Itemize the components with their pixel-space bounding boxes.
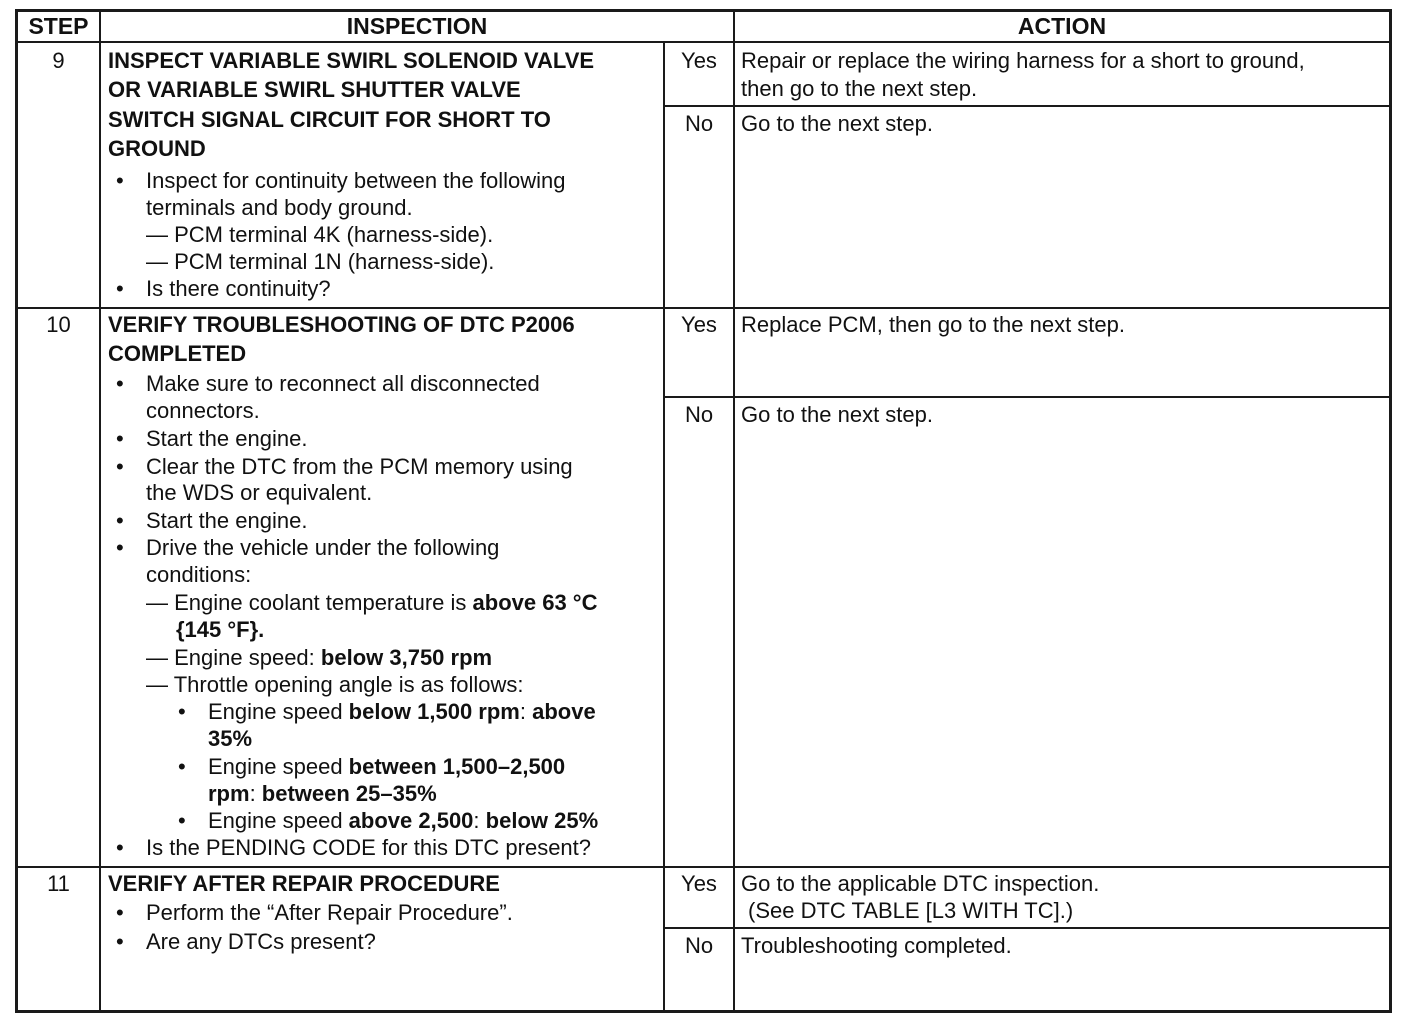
sub-condition-value: above 2,500 xyxy=(348,808,474,833)
bullet-icon: • xyxy=(116,900,124,925)
sub-condition-value: below 1,500 rpm xyxy=(348,699,520,724)
col-divider-action xyxy=(733,9,735,1013)
sub-condition xyxy=(208,807,598,834)
bullet-text: Start the engine. xyxy=(146,426,308,451)
sub-condition-text: : xyxy=(519,699,533,724)
condition-text: — Engine speed: xyxy=(146,645,321,670)
condition-throttle: — Throttle opening angle is as follows: xyxy=(146,672,524,697)
action-text: Go to the next step. xyxy=(741,402,934,427)
sub-condition-value: 35% xyxy=(208,726,253,751)
step-number: 11 xyxy=(47,871,70,896)
action-text: Replace PCM, then go to the next step. xyxy=(741,312,1126,337)
sub-condition-text: Engine speed xyxy=(208,808,349,833)
sub-condition-text: Engine speed xyxy=(208,699,349,724)
action-text: (See DTC TABLE [L3 WITH TC].) xyxy=(748,898,1074,923)
bullet-text: Perform the “After Repair Procedure”. xyxy=(146,900,513,925)
sub-condition-value: above xyxy=(532,699,596,724)
step-title-line: GROUND xyxy=(108,136,206,161)
yes-label: Yes xyxy=(681,312,717,337)
condition-engine-speed xyxy=(146,644,492,671)
bullet-icon: • xyxy=(116,276,124,301)
step-title-line: VERIFY TROUBLESHOOTING OF DTC P2006 xyxy=(108,312,575,337)
bullet-text: Is there continuity? xyxy=(146,276,331,301)
step-number: 9 xyxy=(52,48,65,73)
action-text: Go to the applicable DTC inspection. xyxy=(741,871,1100,896)
step-title-line: COMPLETED xyxy=(108,341,247,366)
condition-value: {145 °F}. xyxy=(176,617,265,642)
bullet-text: connectors. xyxy=(146,398,260,423)
bullet-icon: • xyxy=(116,929,124,954)
bullet-text: Make sure to reconnect all disconnected xyxy=(146,371,540,396)
no-label: No xyxy=(684,111,714,136)
action-text: then go to the next step. xyxy=(741,76,978,101)
step-title-line: OR VARIABLE SWIRL SHUTTER VALVE xyxy=(108,77,521,102)
sub-condition-value: between 25–35% xyxy=(261,781,437,806)
sub-divider-10 xyxy=(663,396,1392,398)
action-text: Troubleshooting completed. xyxy=(741,933,1012,958)
no-label: No xyxy=(684,933,714,958)
sub-condition-text: Engine speed xyxy=(208,754,349,779)
row-divider-9-10 xyxy=(15,307,1392,309)
action-text: Go to the next step. xyxy=(741,111,934,136)
yes-label: Yes xyxy=(681,48,717,73)
sub-divider-11 xyxy=(663,927,1392,929)
bullet-text: Drive the vehicle under the following xyxy=(146,535,500,560)
bullet-text: Is the PENDING CODE for this DTC present? xyxy=(146,835,592,860)
bullet-icon: • xyxy=(116,426,124,451)
bullet-icon: • xyxy=(116,168,124,193)
sub-condition-value: below 25% xyxy=(485,808,599,833)
condition-text: — Engine coolant temperature is xyxy=(146,590,473,615)
condition-coolant xyxy=(146,589,597,616)
bullet-icon: • xyxy=(116,835,124,860)
header-step: STEP xyxy=(28,13,89,39)
table-border-right xyxy=(1389,9,1392,1013)
header-action: ACTION xyxy=(1017,13,1107,39)
sub-condition xyxy=(208,780,437,807)
table-border-left xyxy=(15,9,18,1013)
table-border-bottom xyxy=(15,1010,1392,1013)
sub-condition xyxy=(208,698,596,725)
no-label: No xyxy=(684,402,714,427)
step-title-line: SWITCH SIGNAL CIRCUIT FOR SHORT TO xyxy=(108,107,551,132)
bullet-text: Are any DTCs present? xyxy=(146,929,376,954)
bullet-text: conditions: xyxy=(146,562,252,587)
bullet-text: terminals and body ground. xyxy=(146,195,413,220)
bullet-text: Inspect for continuity between the following xyxy=(146,168,566,193)
bullet-icon: • xyxy=(178,754,186,779)
action-text: Repair or replace the wiring harness for a short to ground, xyxy=(741,48,1305,73)
table-border-top xyxy=(15,9,1392,12)
sub-condition-text: : xyxy=(249,781,262,806)
header-divider xyxy=(15,41,1392,43)
bullet-icon: • xyxy=(178,808,186,833)
sub-condition xyxy=(208,753,565,780)
condition-value: above 63 °C xyxy=(472,590,598,615)
col-divider-step xyxy=(99,9,101,1013)
step-title-line: VERIFY AFTER REPAIR PROCEDURE xyxy=(108,871,500,896)
bullet-icon: • xyxy=(116,508,124,533)
bullet-icon: • xyxy=(116,454,124,479)
bullet-icon: • xyxy=(116,371,124,396)
bullet-icon: • xyxy=(116,535,124,560)
step-number: 10 xyxy=(46,312,71,337)
dash-item: — PCM terminal 4K (harness-side). xyxy=(146,222,494,247)
bullet-icon: • xyxy=(178,699,186,724)
bullet-text: the WDS or equivalent. xyxy=(146,480,373,505)
header-inspection: INSPECTION xyxy=(346,13,488,39)
step-title-line: INSPECT VARIABLE SWIRL SOLENOID VALVE xyxy=(108,48,595,73)
bullet-text: Clear the DTC from the PCM memory using xyxy=(146,454,573,479)
sub-condition-value: between 1,500–2,500 xyxy=(348,754,566,779)
sub-condition-value: rpm xyxy=(208,781,250,806)
bullet-text: Start the engine. xyxy=(146,508,308,533)
sub-condition-text: : xyxy=(473,808,486,833)
dash-item: — PCM terminal 1N (harness-side). xyxy=(146,249,495,274)
yes-label: Yes xyxy=(681,871,717,896)
condition-value: below 3,750 rpm xyxy=(320,645,493,670)
sub-divider-9 xyxy=(663,105,1392,107)
row-divider-10-11 xyxy=(15,866,1392,868)
